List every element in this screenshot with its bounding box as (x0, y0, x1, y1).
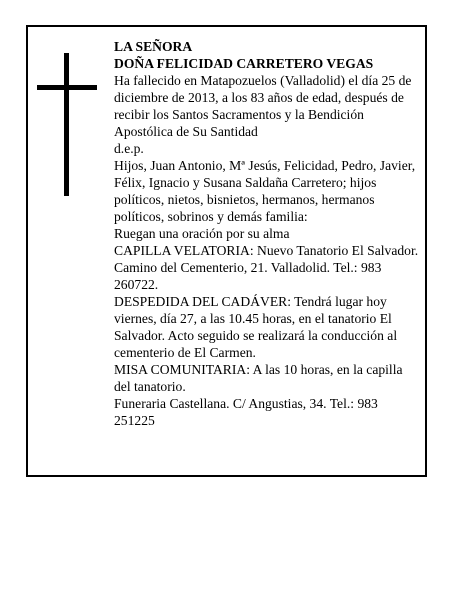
rip-abbreviation: d.e.p. (114, 141, 144, 156)
chapel-info (114, 242, 420, 293)
mass-label: MISA COMUNITARIA: (114, 362, 250, 377)
death-announcement: Ha fallecido en Matapozuelos (Valladolid) el día 25 de diciembre de 2013, a los 83 años de edad, después de recibir los Santos Sacramentos y la Bendición Apostólica de Su Santidad (114, 73, 412, 139)
mass-details: A las 10 horas, en la capilla del tanatorio. (114, 362, 403, 394)
cross-horizontal-bar (37, 85, 97, 90)
chapel-label: CAPILLA VELATORIA: (114, 243, 254, 258)
family-list: Hijos, Juan Antonio, Mª Jesús, Felicidad, Pedro, Javier, Félix, Ignacio y Susana Saldaña Carretero; hijos políticos, nietos, bisnietos, hermanos, hermanos políticos, sobrinos y demás familia: (114, 158, 416, 224)
cross-vertical-bar (64, 53, 69, 196)
obituary-text (114, 38, 420, 429)
notice-heading: LA SEÑORA (114, 39, 193, 54)
farewell-info (114, 293, 420, 361)
cross-icon (37, 53, 97, 196)
deceased-name: DOÑA FELICIDAD CARRETERO VEGAS (114, 56, 374, 71)
farewell-label: DESPEDIDA DEL CADÁVER: (114, 294, 291, 309)
funeral-home: Funeraria Castellana. C/ Angustias, 34. Tel.: 983 251225 (114, 396, 378, 428)
mass-info (114, 361, 420, 395)
chapel-details: Nuevo Tanatorio El Salvador. Camino del Cementerio, 21. Valladolid. Tel.: 983 260722. (114, 243, 419, 292)
prayer-request: Ruegan una oración por su alma (114, 226, 290, 241)
farewell-details: Tendrá lugar hoy viernes, día 27, a las 10.45 horas, en el tanatorio El Salvador. Acto seguido se realizará la conducción al cementerio de El Carmen. (114, 294, 398, 360)
